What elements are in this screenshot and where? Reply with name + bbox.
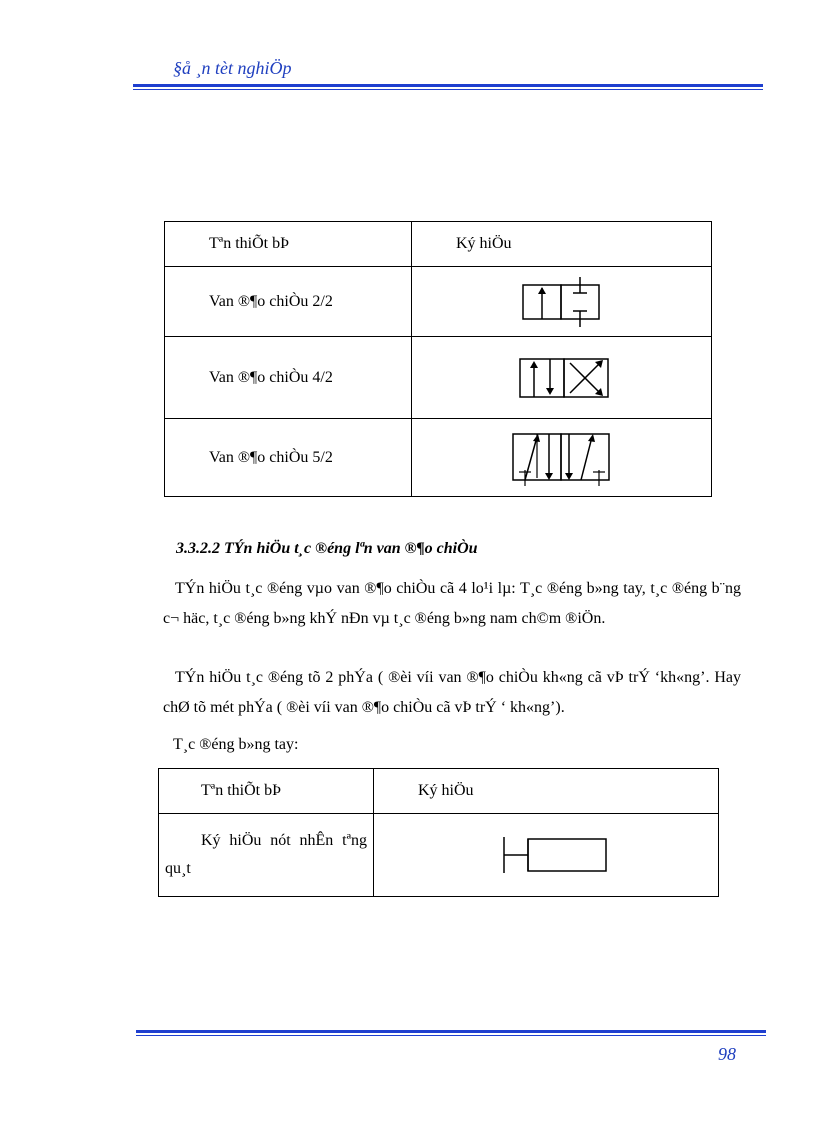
section-heading: 3.3.2.2 TÝn hiÖu t¸c ®éng lªn van ®¶o chiÒu — [176, 540, 478, 557]
column-header-name: Tªn thiÕt bÞ — [165, 222, 412, 267]
paragraph-signal-sides — [163, 663, 741, 723]
valve-4-2-icon — [412, 337, 712, 419]
paragraph-text: TÝn hiÖu t¸c ®éng tõ 2 phÝa ( ®èi víi van ®¶o chiÒu kh«ng cã vÞ trÝ ‘kh«ng’. Hay chØ tõ mét phÝa ( ®èi víi van ®¶o chiÒu cã vÞ trÝ ‘ kh«ng’). — [163, 669, 741, 716]
footer-rule-thin — [136, 1035, 766, 1036]
header-title: §å ¸n tèt nghiÖp — [173, 58, 292, 78]
paragraph-text: TÝn hiÖu t¸c ®éng vµo van ®¶o chiÒu cã 4 lo¹i lµ: T¸c ®éng b»ng tay, t¸c ®éng b¨ng c¬ häc, t¸c ®éng b»ng khÝ nÐn vµ t¸c ®éng b»ng nam ch©m ®iÖn. — [163, 580, 741, 627]
table-row — [165, 419, 712, 497]
paragraph-signal-types — [163, 574, 741, 634]
valve-5-2-icon — [412, 419, 712, 497]
column-header-name: Tªn thiÕt bÞ — [159, 769, 374, 814]
row-name: Ký hiÖu nót nhÊn tªng qu¸t — [159, 814, 374, 897]
push-button-table — [158, 768, 719, 897]
manual-actuation-label: T¸c ®éng b»ng tay: — [173, 736, 299, 753]
footer-rule — [136, 1030, 766, 1033]
valve-table — [164, 221, 712, 497]
table-row — [159, 814, 719, 897]
row-name: Van ®¶o chiÒu 4/2 — [165, 337, 412, 419]
valve-2-2-icon — [412, 267, 712, 337]
row-name: Van ®¶o chiÒu 5/2 — [165, 419, 412, 497]
column-header-symbol: Ký hiÖu — [412, 222, 712, 267]
table-header-row — [165, 222, 712, 267]
table-header-row — [159, 769, 719, 814]
row-name: Van ®¶o chiÒu 2/2 — [165, 267, 412, 337]
table-row — [165, 337, 712, 419]
header-rule — [133, 84, 763, 87]
push-button-icon — [374, 814, 719, 897]
column-header-symbol: Ký hiÖu — [374, 769, 719, 814]
header-rule-thin — [133, 89, 763, 90]
table-row — [165, 267, 712, 337]
page-number: 98 — [718, 1044, 736, 1064]
